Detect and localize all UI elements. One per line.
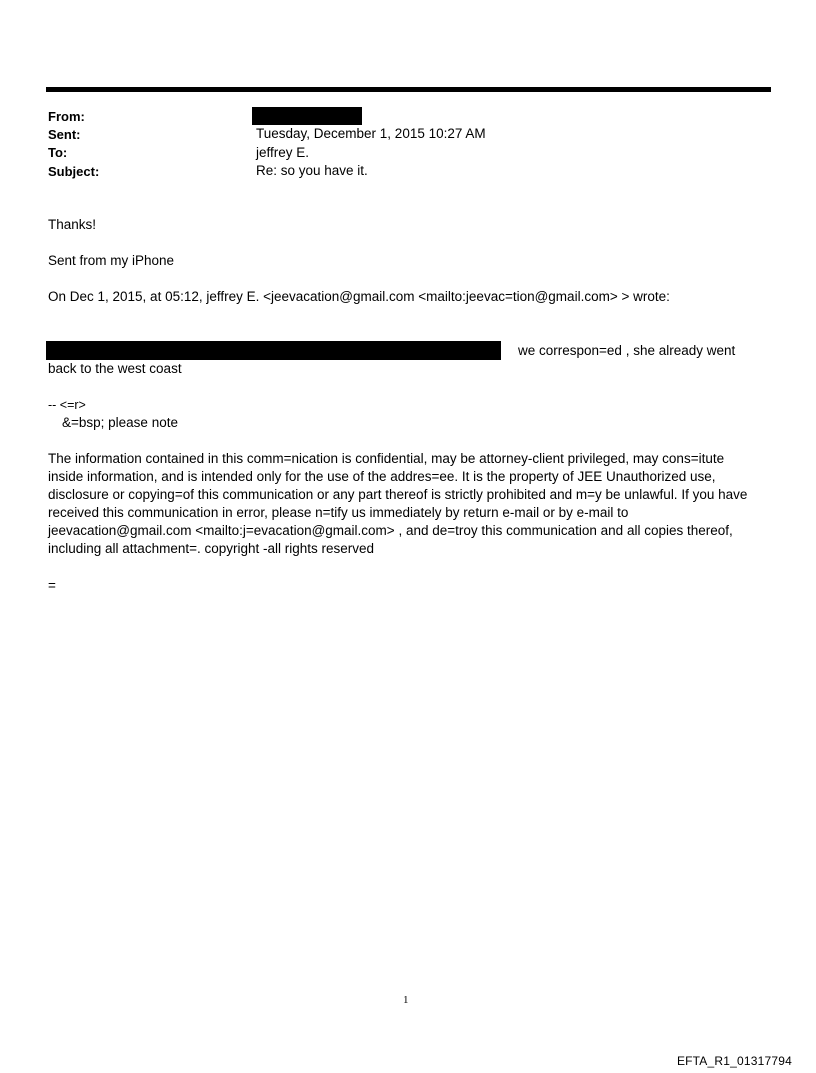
page-number: 1 [403, 994, 409, 1006]
trailing-marker: = [48, 578, 56, 593]
quoted-line-continuation: back to the west coast [48, 361, 182, 376]
quoted-line-tail: we correspon=ed , she already went [518, 343, 736, 358]
signature-note: &=bsp; please note [62, 415, 178, 430]
bates-number: EFTA_R1_01317794 [676, 1054, 792, 1068]
confidentiality-disclaimer: The information contained in this comm=nication is confidential, may be attorney-client privileged, may cons=itute inside information, and is intended only for the use of the addres=ee. It is the property of JEE Unauthorized use, disclosure or copying=of this communication or any part thereof is strictly prohibited and m=y be unlawful. If you have received this communication in error, please n=tify us immediately by return e-mail or by e-mail to jeevacation@gmail.com <mailto:j=evacation@gmail.com> , and de=troy this communication and all copies thereof, including all attachment=. copyright -all rights reserved [48, 451, 748, 556]
from-redaction [252, 107, 362, 125]
sent-label: Sent: [48, 127, 81, 142]
subject-label: Subject: [48, 164, 100, 179]
header-rule [46, 87, 771, 92]
subject-value: Re: so you have it. [256, 163, 368, 178]
sent-value: Tuesday, December 1, 2015 10:27 AM [256, 126, 486, 141]
thanks-line: Thanks! [48, 217, 97, 232]
signature-line: Sent from my iPhone [48, 253, 175, 268]
to-label: To: [48, 145, 68, 160]
quote-intro: On Dec 1, 2015, at 05:12, jeffrey E. <jeevacation@gmail.com <mailto:jeevac=tion@gmail.com> > wrote: [48, 289, 670, 304]
to-value: jeffrey E. [256, 145, 310, 160]
signature-separator: -- <=r> [48, 398, 86, 412]
from-label: From: [48, 109, 85, 124]
body-redaction [46, 341, 501, 360]
